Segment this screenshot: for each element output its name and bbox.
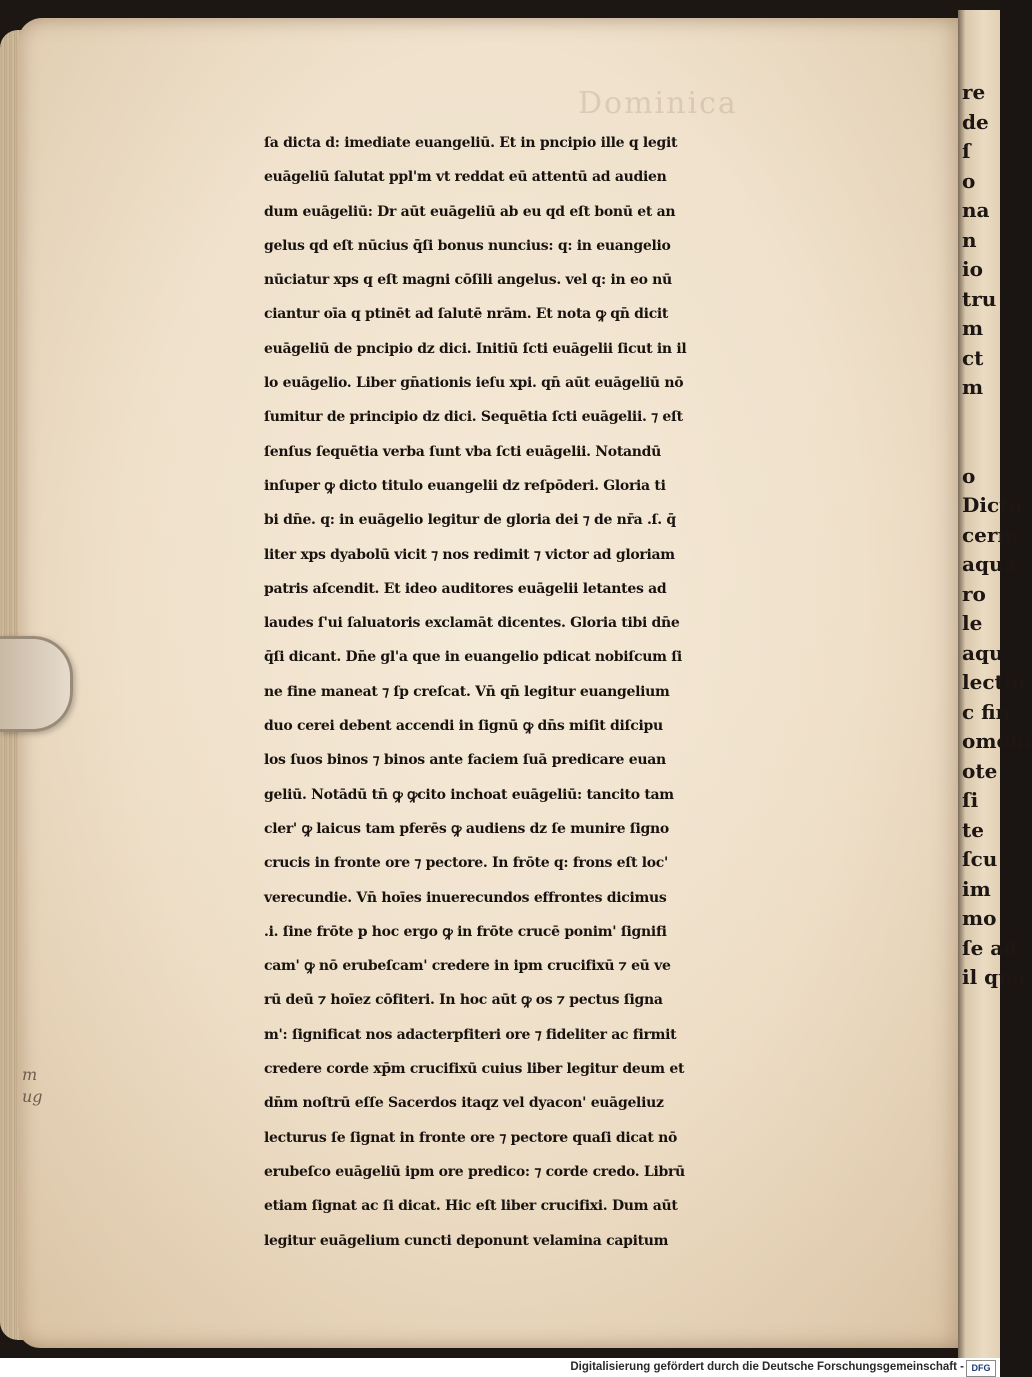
facing-line: ſ — [962, 139, 971, 163]
facing-line: ſi — [962, 788, 979, 812]
facing-line: de — [962, 109, 989, 134]
text-line: lo euāgelio. Liber gn̄ationis ieſu xpi. qn̄ aūt euāgeliū nō — [264, 375, 684, 392]
facing-line: ro — [962, 581, 986, 606]
text-line: verecundie. Vn̄ hoīes inuerecundos effrontes dicimus — [264, 889, 667, 906]
text-line: etiam ſignat ac ſi dicat. Hic eſt liber crucifixi. Dum aūt — [264, 1198, 678, 1215]
text-line: m': ſignificat nos adacterpfiteri ore ⁊ fideliter ac firmit — [264, 1026, 677, 1043]
text-line: dum euāgeliū: Dr aūt euāgeliū ab eu qd eſt bonū et an — [264, 203, 676, 220]
facing-line: re — [962, 80, 986, 104]
text-line: duo cerei debent accendi in ſignū ꝙ dn̄s miſit diſcipu — [264, 718, 663, 735]
main-text-block — [264, 126, 944, 1258]
facing-line: o — [962, 463, 976, 488]
text-line: laudes ſ'ui ſaluatoris exclamāt dicentes. Gloria tibi dn̄e — [264, 615, 680, 632]
facing-line: le — [962, 611, 983, 635]
text-line: cler' ꝙ laicus tam pferēs ꝙ audiens dz ſe munire ſigno — [264, 820, 669, 837]
text-line: liter xps dyabolū vicit ⁊ nos redimit ⁊ victor ad gloriam — [264, 546, 675, 563]
margin-note-line: m — [22, 1065, 38, 1084]
facing-line: il qua — [962, 965, 1026, 989]
text-line: erubeſco euāgeliū ipm ore predico: ⁊ corde credo. Librū — [264, 1163, 685, 1180]
facing-line: io — [962, 257, 983, 281]
facing-line: aqua — [962, 552, 1017, 576]
facing-line: ſe ad — [962, 935, 1018, 960]
text-line: credere corde xp̄m crucifixū cuius liber legitur deum et — [264, 1061, 685, 1078]
text-line: lecturus ſe ſignat in fronte ore ⁊ pectore quaſi dicat nō — [264, 1129, 677, 1146]
facing-line: tru — [962, 286, 997, 311]
text-line: ne fine maneat ⁊ ſp creſcat. Vn̄ qn̄ legitur euangelium — [264, 683, 670, 700]
text-line: gelus qd eſt nūcius q̄ſi bonus nuncius: q: in euangelio — [264, 237, 671, 254]
facing-line — [962, 432, 1002, 462]
facing-line: o — [962, 168, 976, 193]
facing-line: mo — [962, 906, 997, 930]
text-line: ſa dicta d: imediate euangeliū. Et in pncipio ille q legit — [264, 135, 678, 151]
facing-line: ſcu — [962, 847, 998, 871]
text-line: legitur euāgelium cuncti deponunt velamina capitum — [264, 1232, 669, 1249]
facing-line: n — [962, 227, 977, 252]
facing-line: cerm — [962, 522, 1019, 547]
facing-page-text — [962, 78, 1032, 993]
text-line: ſenſus ſequētia verba ſunt vba ſcti euāgelii. Notandū — [264, 443, 662, 460]
facing-line: im — [962, 876, 991, 901]
facing-line: c fin — [962, 699, 1011, 724]
text-line: cam' ꝙ nō erubeſcam' credere in ipm crucifixū ⁊ eū ve — [264, 958, 671, 975]
dfg-logo: DFG — [966, 1360, 996, 1377]
facing-line: te — [962, 817, 984, 842]
text-line: rū deū ⁊ hoīez cōfiteri. In hoc aūt ꝙ os ⁊ pectus ſigna — [264, 992, 663, 1009]
facing-line: omoni — [962, 729, 1032, 753]
text-line: inſuper ꝙ dicto titulo euangelii dz reſpōderi. Gloria ti — [264, 477, 666, 494]
running-head: Dominica — [578, 86, 738, 121]
text-line: nūciatur xps q eſt magni cōſili angelus. vel q: in eo nū — [264, 272, 672, 289]
facing-line: ote — [962, 758, 998, 783]
facing-line: m — [962, 375, 984, 399]
book-clasp — [0, 636, 73, 732]
margin-annotation — [22, 1064, 43, 1108]
text-line: los ſuos binos ⁊ binos ante faciem ſuā predicare euan — [264, 752, 666, 769]
facing-line: m — [962, 316, 984, 340]
text-line: patris aſcendit. Et ideo auditores euāgelii letantes ad — [264, 580, 667, 597]
footer-credit: Digitalisierung gefördert durch die Deutsche Forschungsgemeinschaft - — [570, 1361, 964, 1373]
facing-line: aqu — [962, 640, 1004, 665]
text-line: dn̄m noſtrū eſſe Sacerdos itaqz vel dyacon' euāgeliuz — [264, 1095, 664, 1112]
text-line: ciantur oīa q ptinēt ad ſalutē nrām. Et nota ꝙ qn̄ dicit — [264, 306, 669, 323]
text-line: euāgeliū de pncipio dz dici. Initiū ſcti euāgelii ſicut in il — [264, 340, 687, 357]
text-line: ſumitur de principio dz dici. Sequētia ſcti euāgelii. ⁊ eſt — [264, 409, 683, 426]
text-line: geliū. Notādū tn̄ ꝙ ꝙcito inchoat euāgeliū: tancito tam — [264, 786, 674, 803]
text-line: .i. ſine frōte p hoc ergo ꝙ in frōte crucē ponim' ſignifi — [264, 923, 667, 940]
text-line: bi dn̄e. q: in euāgelio legitur de gloria dei ⁊ de nr̄a .ſ. q̄ — [264, 512, 676, 529]
text-line: q̄ſi dicant. Dn̄e gl'a que in euangelio pdicat nobiſcum ſi — [264, 649, 682, 666]
facing-line — [962, 403, 1002, 433]
margin-note-line: ug — [22, 1087, 43, 1106]
facing-line: Dicto — [962, 493, 1022, 517]
facing-line: ct — [962, 345, 984, 370]
facing-line: lectio — [962, 670, 1025, 694]
text-line: euāgeliū ſalutat ppl'm vt reddat eū attentū ad audien — [264, 169, 667, 186]
facing-line: na — [962, 198, 990, 222]
text-line: crucis in fronte ore ⁊ pectore. In frōte q: frons eſt loc' — [264, 855, 669, 872]
